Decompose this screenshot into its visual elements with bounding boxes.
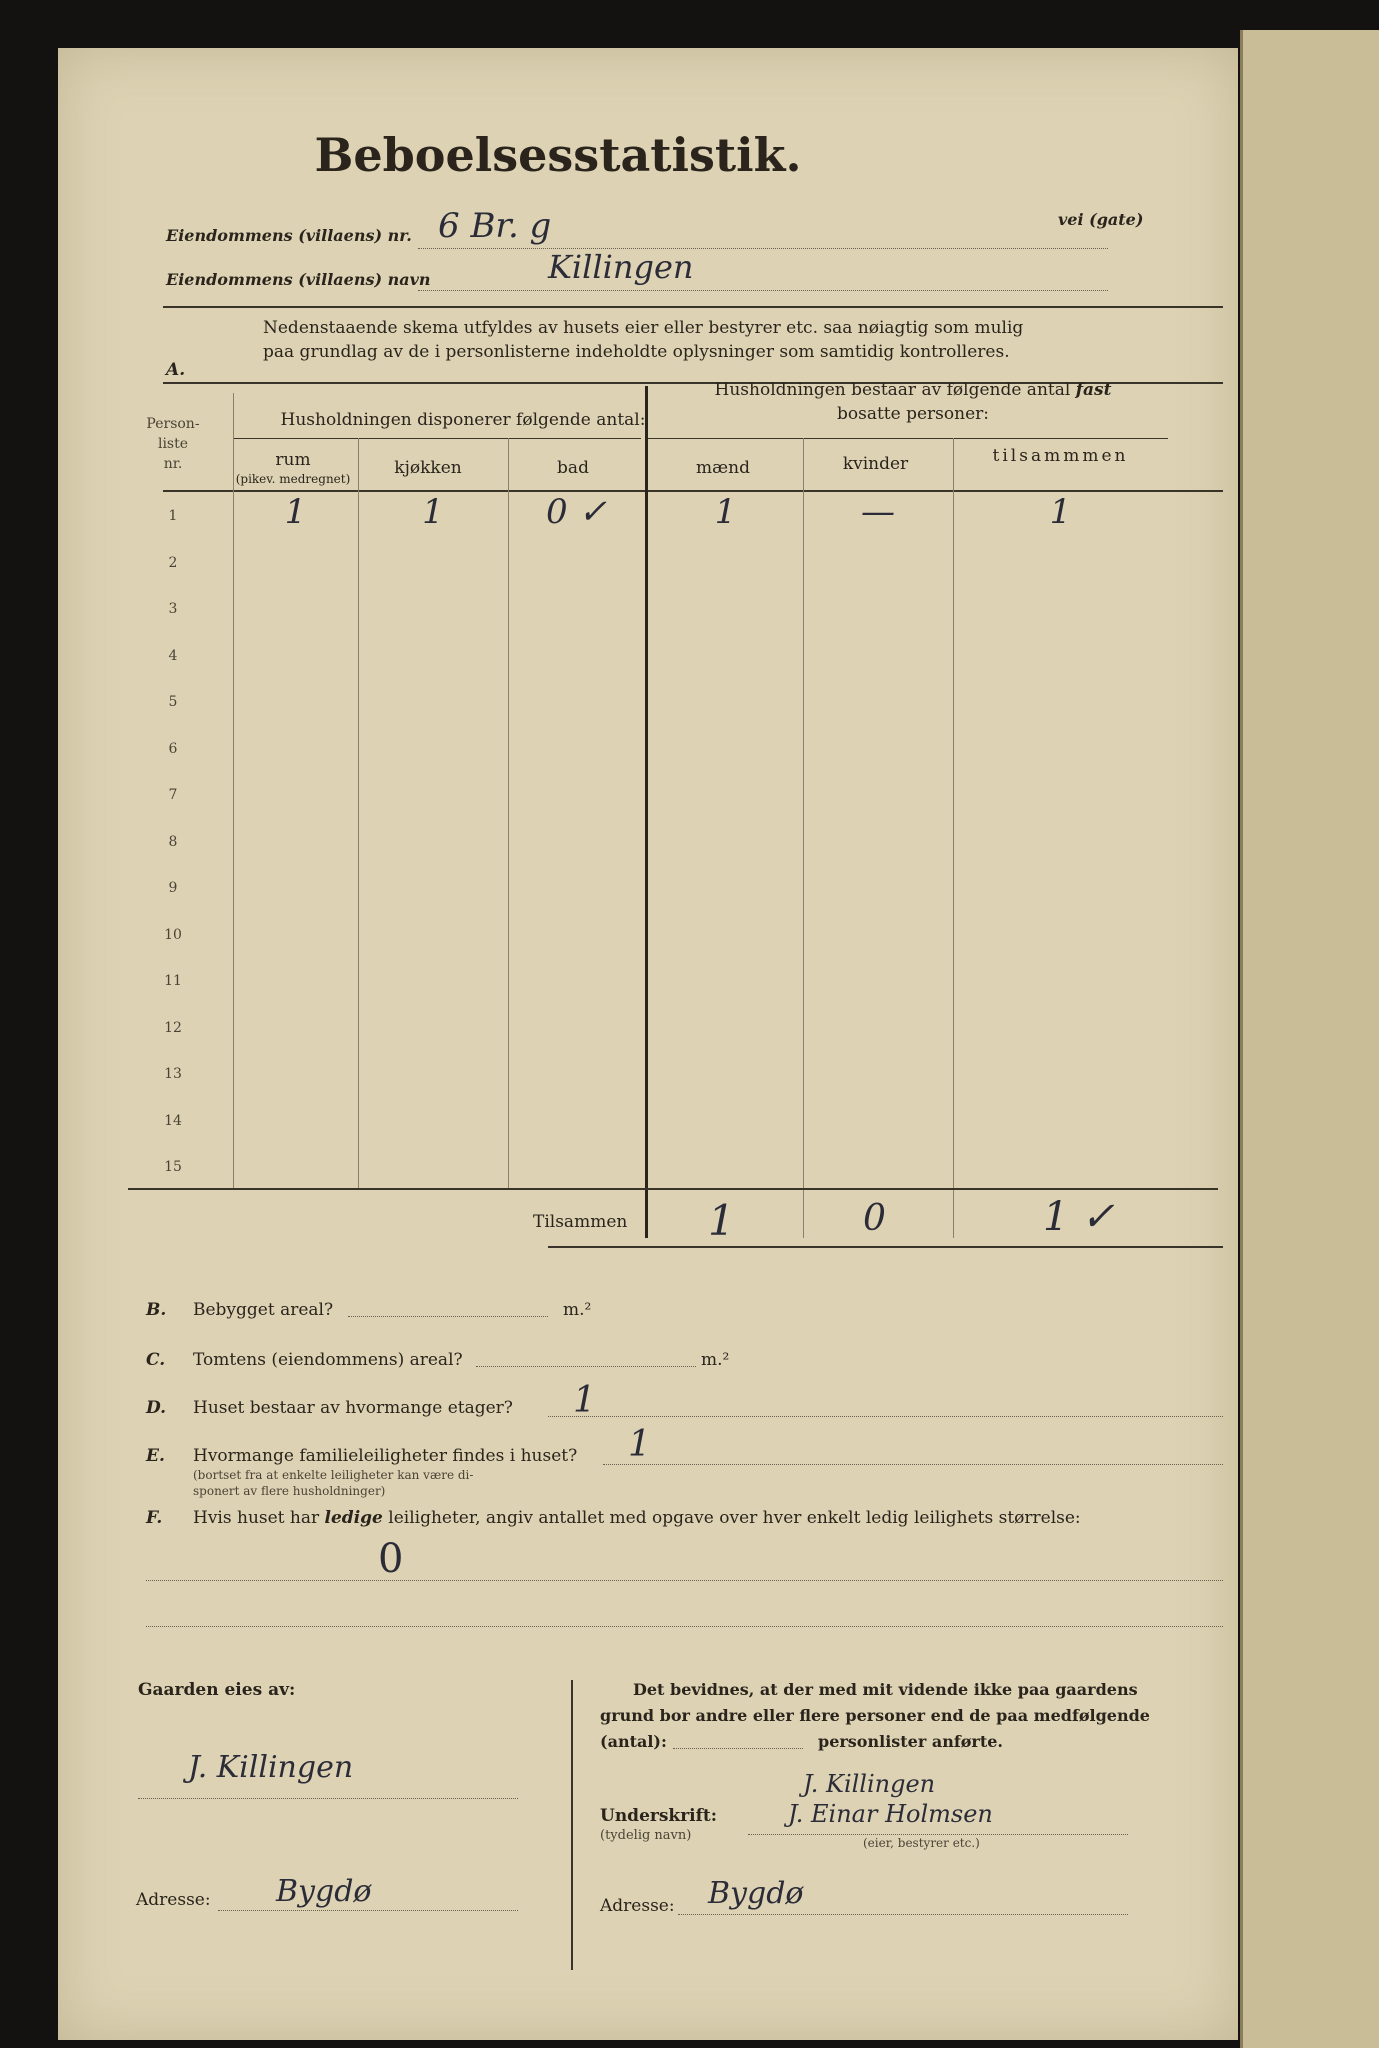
declaration-antal: (antal): [600, 1732, 667, 1751]
q-c-text: Tomtens (eiendommens) areal? [193, 1350, 463, 1370]
owner-address: Bygdø [276, 1874, 372, 1909]
q-c-line [476, 1366, 696, 1367]
total-kvinder: 0 [863, 1198, 886, 1239]
q-e-answer: 1 [628, 1424, 651, 1465]
total-bottom-rule [548, 1246, 1223, 1248]
row-number: 1 [168, 508, 178, 524]
row-cell-kjokken: 1 [422, 492, 444, 532]
signature-role: (eier, bestyrer etc.) [863, 1836, 980, 1850]
q-c-unit: m.² [701, 1350, 730, 1370]
address-suffix: vei (gate) [1058, 210, 1144, 229]
footer-divider [571, 1680, 573, 1970]
row-number: 3 [168, 601, 178, 617]
name-line [418, 290, 1108, 291]
row-number: 6 [168, 740, 178, 757]
col-personliste-line1: Person- [146, 416, 200, 432]
q-e-subtext-1: (bortset fra at enkelte leiligheter kan være di- [193, 1468, 474, 1482]
group2-title-em: fast [1075, 380, 1112, 400]
row-number: 11 [164, 973, 182, 989]
row-number: 10 [164, 926, 182, 943]
header-rule [163, 306, 1223, 308]
row-number: 12 [164, 1019, 182, 1036]
group2-title [648, 378, 1178, 426]
q-f-text-em: ledige [324, 1508, 383, 1528]
q-c-letter: C. [146, 1350, 166, 1370]
group2-title-line2: bosatte personer: [837, 404, 989, 424]
vrule-4 [803, 438, 804, 1238]
row-number: 4 [168, 647, 178, 664]
q-d-text: Huset bestaar av hvormange etager? [193, 1398, 513, 1418]
vrule-3 [508, 438, 509, 1188]
q-f-line-2 [146, 1626, 1223, 1627]
row-cell-kvinder: — [861, 492, 895, 532]
q-e-line [603, 1464, 1223, 1465]
col-maend: mænd [696, 458, 750, 478]
instruction-line-1: Nedenstaaende skema utfyldes av husets eier eller bestyrer etc. saa nøiagtig som mulig [263, 318, 1024, 338]
vrule-2 [358, 438, 359, 1188]
q-d-answer: 1 [573, 1380, 596, 1421]
instruction-line-2: paa grundlag av de i personlisterne indeholdte oplysninger som samtidig kontrolleres. [263, 342, 1010, 362]
address-label-right: Adresse: [600, 1896, 675, 1916]
row-number: 5 [168, 694, 178, 710]
q-b-letter: B. [146, 1300, 167, 1320]
row-number: 13 [164, 1066, 182, 1082]
address-value: 6 Br. g [438, 206, 552, 246]
header-subrule-1 [233, 438, 641, 439]
col-rum-sub: (pikev. medregnet) [235, 472, 351, 486]
col-personliste-header [123, 414, 223, 474]
col-kvinder: kvinder [842, 454, 909, 474]
signature-label: Underskrift: [600, 1806, 718, 1826]
declaration-antal-line [673, 1748, 803, 1749]
row-number: 15 [164, 1159, 182, 1175]
signature-sub: (tydelig navn) [600, 1828, 692, 1843]
col-bad: bad [557, 458, 589, 478]
address-label: Eiendommens (villaens) nr. [166, 226, 412, 245]
declaration-line-1: Det bevidnes, at der med mit vidende ikke paa gaardens [633, 1680, 1138, 1699]
vrule-5 [953, 438, 954, 1238]
q-f-answer: 0 [378, 1536, 404, 1582]
col-kjokken: kjøkken [394, 458, 462, 478]
header-subrule-2 [648, 438, 1168, 439]
group2-title-line1 [648, 378, 1178, 402]
q-f-letter: F. [146, 1508, 163, 1528]
col-personliste-line3: nr. [163, 456, 183, 472]
total-label: Tilsammen [533, 1212, 628, 1232]
q-f-text-pre: Hvis huset har [193, 1508, 320, 1528]
col-tilsammen: tilsammmen [992, 446, 1129, 466]
address-line [418, 248, 1108, 249]
col-personliste-line2: liste [157, 436, 189, 452]
q-b-unit: m.² [563, 1300, 592, 1320]
q-e-letter: E. [146, 1446, 165, 1466]
page-title: Beboelsesstatistik. [314, 128, 802, 182]
signature-value-2: J. Einar Holmsen [788, 1800, 993, 1828]
address-right-line [678, 1914, 1128, 1915]
form-page [58, 48, 1238, 2040]
owner-address-label: Adresse: [136, 1890, 211, 1910]
row-number: 7 [168, 787, 178, 803]
name-label: Eiendommens (villaens) navn [166, 270, 431, 289]
q-d-line [548, 1416, 1223, 1417]
q-e-subtext-2: sponert av flere husholdninger) [193, 1484, 386, 1498]
section-a-letter: A. [166, 360, 186, 380]
name-value: Killingen [548, 248, 694, 286]
row-cell-maend: 1 [714, 492, 737, 532]
q-f-text [193, 1508, 1081, 1528]
q-e-text: Hvormange familieleiligheter findes i huset? [193, 1446, 578, 1466]
total-maend: 1 [708, 1196, 735, 1245]
col-rum: rum [275, 450, 311, 470]
row-cell-tilsammen: 1 [1049, 492, 1072, 532]
owner-label: Gaarden eies av: [138, 1680, 296, 1700]
signature-value: J. Killingen [803, 1770, 936, 1798]
row-number: 14 [164, 1112, 182, 1129]
group1-title: Husholdningen disponerer følgende antal: [280, 410, 646, 430]
q-f-line-1 [146, 1580, 1223, 1581]
q-b-text: Bebygget areal? [193, 1300, 334, 1320]
declaration-line-2: grund bor andre eller flere personer end de paa medfølgende [600, 1706, 1150, 1725]
declaration-line-3: personlister anførte. [818, 1732, 1003, 1751]
q-f-text-post: leiligheter, angiv antallet med opgave over hver enkelt ledig leilighets størrelse: [388, 1508, 1081, 1528]
group2-title-pre: Husholdningen bestaar av følgende antal [714, 380, 1071, 400]
q-d-letter: D. [146, 1398, 167, 1418]
signature-line [748, 1834, 1128, 1835]
row-number: 2 [168, 554, 178, 571]
row-number: 9 [168, 880, 178, 896]
owner-signature: J. Killingen [188, 1750, 354, 1785]
row-cell-bad: 0 ✓ [546, 492, 607, 532]
address-right: Bygdø [708, 1876, 804, 1911]
q-b-line [348, 1316, 548, 1317]
table-bottom-rule [128, 1188, 1218, 1190]
owner-signature-line [138, 1798, 518, 1799]
row-cell-rum: 1 [284, 492, 307, 532]
adjacent-page-edge [1240, 30, 1379, 2048]
row-number: 8 [168, 833, 178, 850]
total-tilsammen: 1 ✓ [1043, 1194, 1115, 1240]
owner-address-line [218, 1910, 518, 1911]
